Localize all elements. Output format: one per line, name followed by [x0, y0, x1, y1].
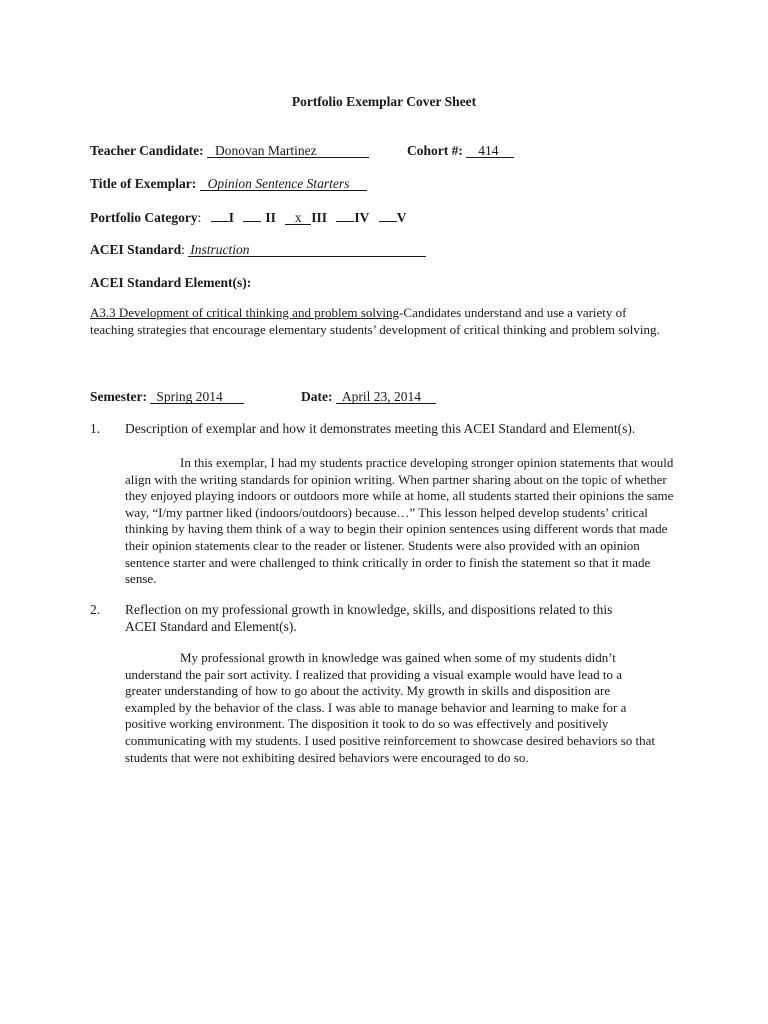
item-2-prompt: Reflection on my professional growth in knowledge, skills, and dispositions related to this ACEI Standard and Element(s).	[125, 602, 613, 634]
category-colon: :	[197, 210, 202, 225]
category-blank-4	[336, 209, 354, 222]
item-1-response: In this exemplar, I had my students practice developing stronger opinion statements that would align with the writing standards for opinion writing. When partner sharing about on the topic of whether they enjoyed playing indoors or outdoors more while at home, all students started their opinions the same way, “I/my partner liked (indoors/outdoors) because…” This lesson helped develop students’ critical thinking by having them think of a way to begin their opinion sentences using different words that made their opinion statements clear to the reader or listener. Students were also provided with an opinion sentence starter and were challenged to think critically in order to finish the statement so that it made sense.	[125, 455, 674, 587]
cohort-label: Cohort #:	[407, 143, 463, 158]
category-blank-5	[379, 209, 397, 222]
category-option-5: V	[396, 210, 407, 225]
candidate-row	[90, 143, 369, 159]
date-value: April 23, 2014	[336, 390, 436, 404]
category-blank-2	[243, 209, 261, 222]
standard-label: ACEI Standard	[90, 242, 182, 257]
category-label: Portfolio Category	[90, 210, 198, 225]
semester-value: Spring 2014	[150, 390, 244, 404]
date-label: Date:	[301, 389, 333, 404]
standard-value: Instruction	[188, 243, 426, 257]
date-row	[301, 389, 436, 405]
cohort-row	[407, 143, 514, 159]
category-mark: x	[285, 212, 311, 225]
standard-row	[90, 242, 426, 258]
category-option-3: III	[311, 210, 328, 225]
candidate-label: Teacher Candidate:	[90, 143, 204, 158]
item-2-response: My professional growth in knowledge was gained when some of my students didn’t understand the pair sort activity. I realized that providing a visual example would have lead to a greater understanding of how to go about the activity. My growth in skills and disposition are exampled by the behavior of the class. I was able to manage behavior and learning to make for a positive working environment. The disposition it took to do so was effectively and positively communicating with my students. I used positive reinforcement to showcase desired behaviors so that students that were not exhibiting desired behaviors were encouraged to do so.	[125, 650, 655, 765]
element-label: ACEI Standard Element(s):	[90, 275, 252, 290]
exemplar-row	[90, 176, 367, 192]
element-code: A3.3 Development of critical thinking and problem solving	[90, 305, 400, 320]
page-title: Portfolio Exemplar Cover Sheet	[291, 94, 477, 109]
category-option-2: II	[265, 210, 276, 225]
item-1-prompt: Description of exemplar and how it demonstrates meeting this ACEI Standard and Element(s).	[125, 421, 636, 436]
category-row	[90, 209, 407, 226]
cohort-value: 414	[466, 144, 514, 158]
element-description	[90, 305, 670, 338]
candidate-value: Donovan Martinez	[207, 144, 369, 158]
category-option-4: IV	[354, 210, 370, 225]
element-text: -Candidates understand and use a variety of teaching strategies that encourage elementary students’ development of critical thinking and problem solving.	[90, 305, 660, 337]
semester-row	[90, 389, 244, 405]
item-1-number: 1.	[90, 421, 101, 436]
category-blank-1	[211, 209, 229, 222]
standard-colon: :	[181, 242, 185, 257]
exemplar-label: Title of Exemplar:	[90, 176, 197, 191]
category-option-1: I	[228, 210, 234, 225]
semester-label: Semester:	[90, 389, 147, 404]
exemplar-value: Opinion Sentence Starters	[200, 177, 367, 191]
item-2-number: 2.	[90, 602, 101, 617]
